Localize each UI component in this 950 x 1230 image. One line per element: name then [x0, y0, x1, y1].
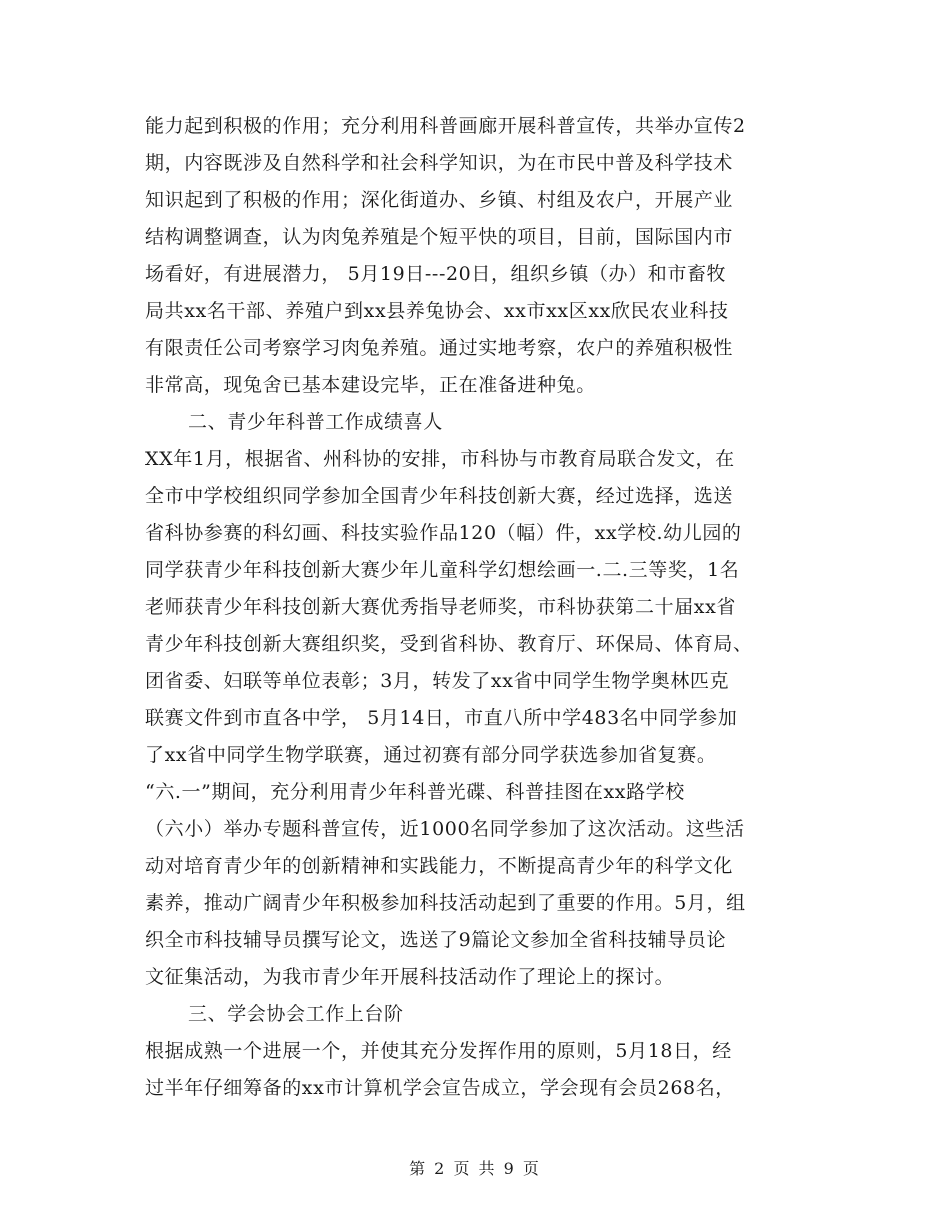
- text-line: （六小）举办专题科普宣传，近1000名同学参加了这次活动。这些活: [145, 818, 745, 840]
- text-line: 素养，推动广阔青少年积极参加科技活动起到了重要的作用。5月，组: [145, 892, 746, 914]
- text-line: 局共xx名干部、养殖户到xx县养兔协会、xx市xx区xx欣民农业科技: [145, 300, 729, 322]
- text-line: 动对培育青少年的创新精神和实践能力，不断提高青少年的科学文化: [145, 855, 734, 877]
- text-line: 织全市科技辅导员撰写论文，选送了9篇论文参加全省科技辅导员论: [145, 929, 727, 951]
- text-line: 团省委、妇联等单位表彰；3月，转发了xx省中同学生物学奥林匹克: [145, 670, 730, 692]
- text-line: 过半年仔细筹备的xx市计算机学会宣告成立，学会现有会员268名，: [145, 1077, 735, 1099]
- text-line: XX年1月，根据省、州科协的安排，市科协与市教育局联合发文，在: [145, 448, 735, 470]
- text-line: 全市中学校组织同学参加全国青少年科技创新大赛，经过选择，选送: [145, 485, 734, 507]
- text-line: 省科协参赛的科幻画、科技实验作品120（幅）件，xx学校.幼儿园的: [145, 522, 742, 544]
- text-line: 知识起到了积极的作用；深化街道办、乡镇、村组及农户，开展产业: [145, 189, 734, 211]
- section-heading: 三、学会协会工作上台阶: [188, 1003, 404, 1025]
- text-line: 青少年科技创新大赛组织奖，受到省科协、教育厅、环保局、体育局、: [145, 633, 753, 655]
- text-line: 有限责任公司考察学习肉兔养殖。通过实地考察，农户的养殖积极性: [145, 337, 734, 359]
- section-heading: 二、青少年科普工作成绩喜人: [188, 411, 443, 433]
- text-line: 联赛文件到市直各中学， 5月14日，市直八所中学483名中同学参加: [145, 707, 738, 729]
- text-line: 能力起到积极的作用；充分利用科普画廊开展科普宣传，共举办宣传2: [145, 115, 746, 137]
- text-line: 根据成熟一个进展一个，并使其充分发挥作用的原则，5月18日，经: [145, 1040, 732, 1062]
- text-line: 同学获青少年科技创新大赛少年儿童科学幻想绘画一.二.三等奖，1名: [145, 559, 740, 581]
- text-line: 结构调整调查，认为肉兔养殖是个短平快的项目，目前，国际国内市: [145, 226, 734, 248]
- page-footer: 第 2 页 共 9 页: [409, 1159, 541, 1178]
- text-line: 期，内容既涉及自然科学和社会科学知识，为在市民中普及科学技术: [145, 152, 734, 174]
- text-line: 了xx省中同学生物学联赛，通过初赛有部分同学获选参加省复赛。: [145, 744, 717, 766]
- text-line: 老师获青少年科技创新大赛优秀指导老师奖，市科协获第二十届xx省: [145, 596, 737, 618]
- text-line: 文征集活动，为我市青少年开展科技活动作了理论上的探讨。: [145, 966, 675, 988]
- text-line: “六.一”期间，充分利用青少年科普光碟、科普挂图在xx路学校: [145, 781, 685, 803]
- text-line: 非常高，现兔舍已基本建设完毕，正在准备进种兔。: [145, 374, 596, 396]
- text-line: 场看好，有进展潜力， 5月19日---20日，组织乡镇（办）和市畜牧: [145, 263, 727, 285]
